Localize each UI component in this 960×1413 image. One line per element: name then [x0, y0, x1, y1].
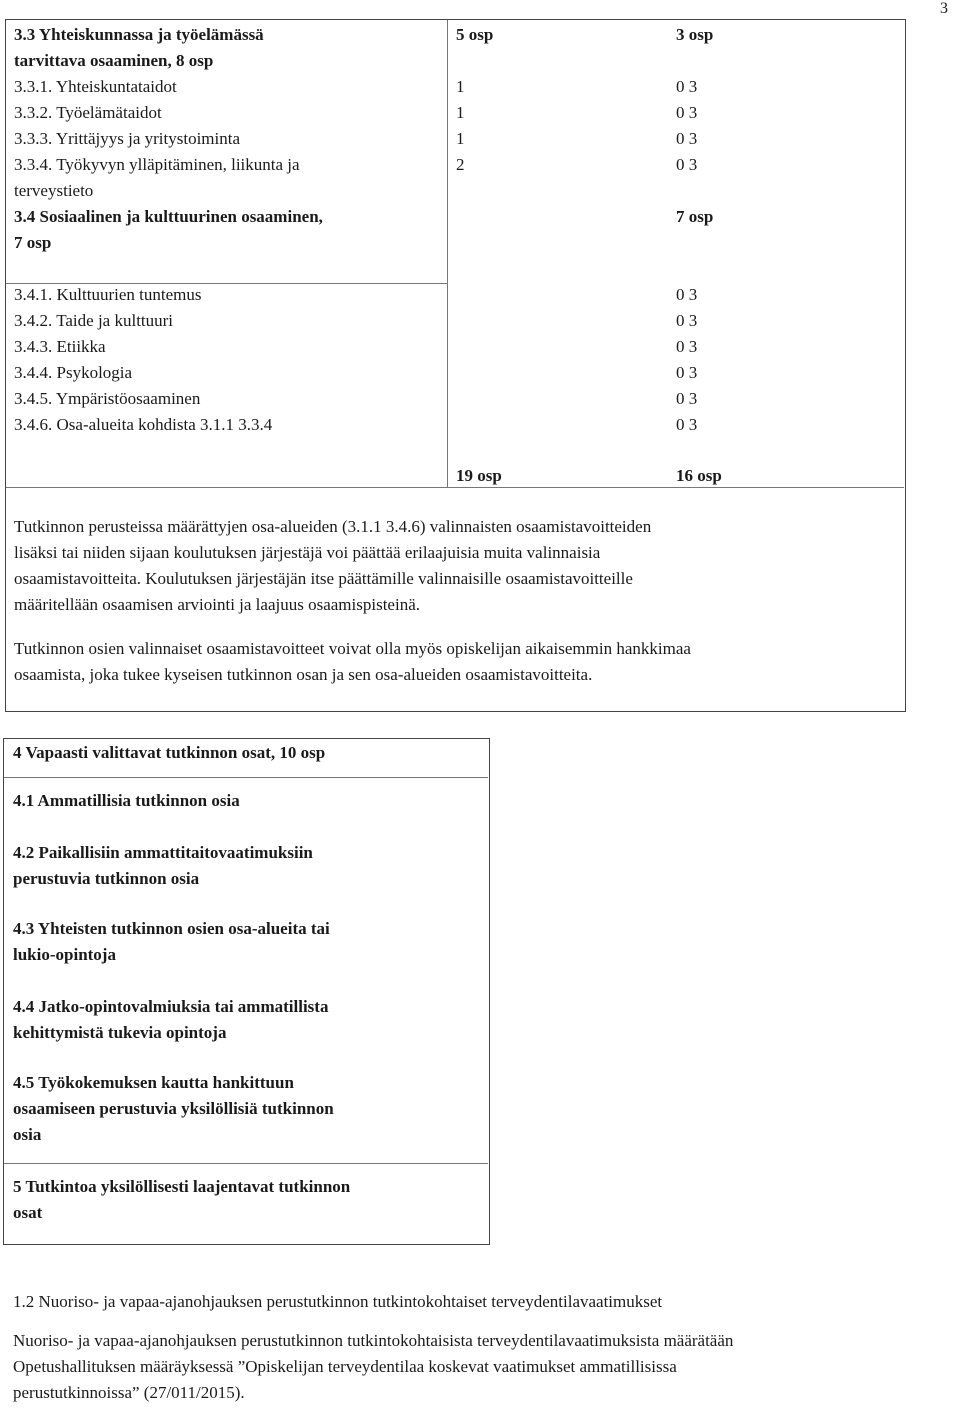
table-row: 4.1 Ammatillisia tutkinnon osia: [13, 791, 240, 810]
mid-values: 1 1 1 2: [456, 77, 465, 174]
section-3-4-heading: 3.4 Sosiaalinen ja kulttuurinen osaaminen, 7 osp: [14, 207, 323, 252]
paragraph-2: Tutkinnon osien valinnaiset osaamistavoitteet voivat olla myös opiskelijan aikaisemmin hankkimaa osaamista, joka tukee kyseisen tutkinnon osan ja sen osa-alueiden osaamistavoitteita.: [14, 639, 691, 684]
section-3-4-items: [14, 282, 439, 438]
table-row: 4.4 Jatko-opintovalmiuksia tai ammatillista kehittymistä tukevia opintoja: [13, 997, 329, 1042]
list-item: 3.4.4. Psykologia: [14, 363, 133, 382]
right-values-2: 0 3 0 3 0 3 0 3 0 3 0 3: [676, 285, 698, 434]
credits-area: [447, 20, 904, 487]
right-header: 3 osp: [676, 25, 714, 44]
row-divider: [4, 1163, 488, 1164]
table-row: 5 Tutkintoa yksilöllisesti laajentavat tutkinnon osat: [13, 1177, 351, 1222]
row-divider: [6, 487, 904, 488]
list-item: 3.3.3. Yrittäjyys ja yritystoiminta: [14, 129, 241, 148]
right-total: 16 osp: [676, 466, 722, 485]
mid-header: 5 osp: [456, 25, 494, 44]
table-row: 4 Vapaasti valittavat tutkinnon osat, 10 osp: [13, 743, 326, 762]
mid-total: 19 osp: [456, 466, 502, 485]
table-row: 4.2 Paikallisiin ammattitaitovaatimuksiin perustuvia tutkinnon osia: [13, 843, 313, 888]
table-row: 4.5 Työkokemuksen kautta hankittuun osaamiseen perustuvia yksilöllisiä tutkinnon osia: [13, 1073, 334, 1144]
table-row: 4.3 Yhteisten tutkinnon osien osa-alueita tai lukio-opintoja: [13, 919, 330, 964]
body-paragraph: Nuoriso- ja vapaa-ajanohjauksen perustutkinnon tutkintokohtaisista terveydentilavaatimuksista määrätään Opetushallituksen määräyksessä ”Opiskelijan terveydentilaa koskevat vaatimukset ammatillisissa perustutkinnoissa” (27/011/2015).: [13, 1331, 734, 1402]
list-item: 3.3.2. Työelämätaidot: [14, 103, 162, 122]
row-divider: [4, 777, 488, 778]
right-header-2: 7 osp: [676, 207, 714, 226]
section-title: 1.2 Nuoriso- ja vapaa-ajanohjauksen perustutkinnon tutkintokohtaiset terveydentilavaatimukset: [13, 1292, 663, 1311]
list-item: 3.4.3. Etiikka: [14, 337, 106, 356]
list-item: 3.4.6. Osa-alueita kohdista 3.1.1 3.3.4: [14, 415, 273, 434]
right-values: 0 3 0 3 0 3 0 3: [676, 77, 698, 174]
free-choice-units-table: [3, 738, 490, 1245]
list-item: 3.4.5. Ympäristöosaaminen: [14, 389, 201, 408]
paragraph-1: Tutkinnon perusteissa määrättyjen osa-alueiden (3.1.1 3.4.6) valinnaisten osaamistavoitteiden lisäksi tai niiden sijaan koulutuksen järjestäjä voi päättää erilaajuisia muita valinnaisia osaamistavoitteita. Koulutuksen järjestäjän itse päättämille valinnaisille osaamistavoitteille määritellään osaamisen arviointi ja laajuus osaamispisteinä.: [14, 517, 652, 614]
list-item: 3.3.1. Yhteiskuntataidot: [14, 77, 177, 96]
list-item: terveystieto: [14, 181, 94, 200]
page-number: 3: [940, 0, 948, 17]
list-item: 3.3.4. Työkyvyn ylläpitäminen, liikunta ja: [14, 155, 300, 174]
section-3-3-items: [14, 74, 439, 204]
section-3-3-heading: 3.3 Yhteiskunnassa ja työelämässä tarvittava osaaminen, 8 osp: [14, 25, 264, 70]
list-item: 3.4.1. Kulttuurien tuntemus: [14, 285, 202, 304]
study-units-table: [5, 19, 906, 712]
list-item: 3.4.2. Taide ja kulttuuri: [14, 311, 174, 330]
